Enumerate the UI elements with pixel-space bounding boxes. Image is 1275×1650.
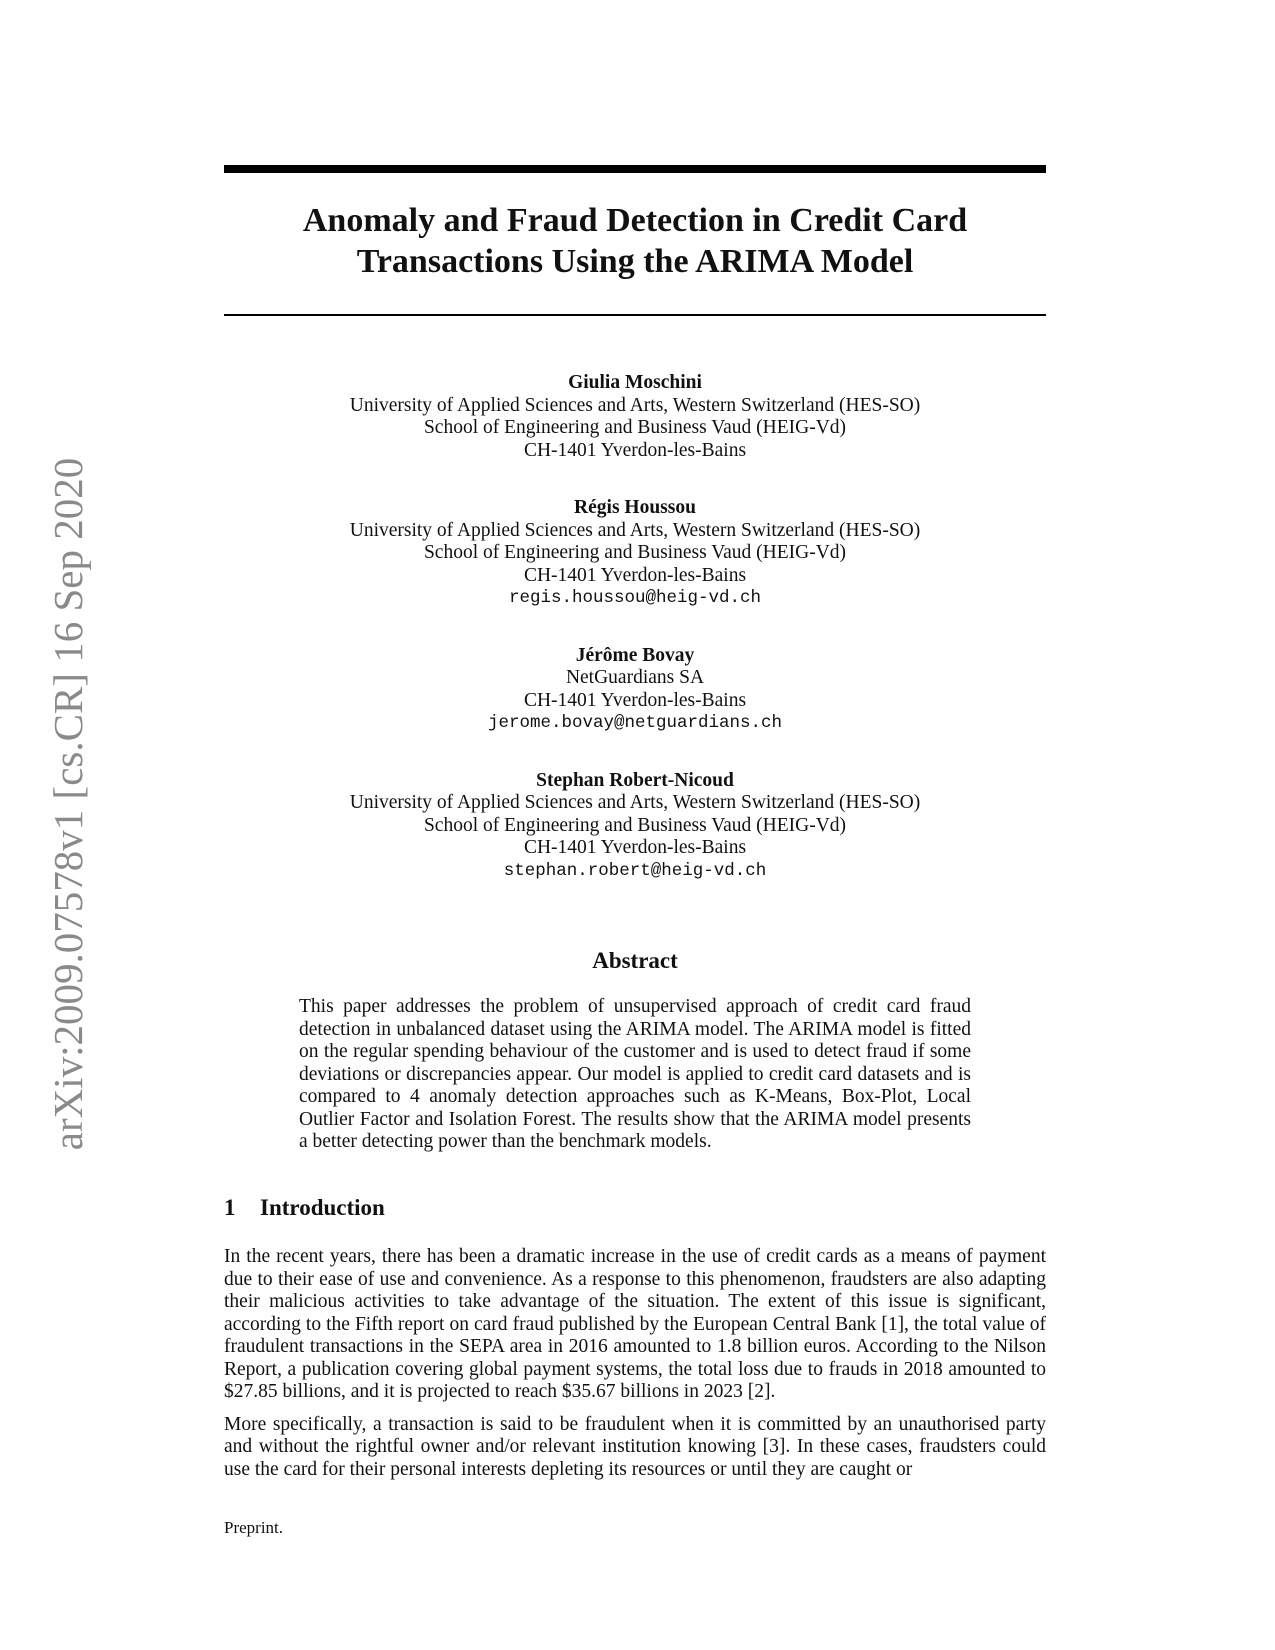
affiliation-line: CH-1401 Yverdon-les-Bains xyxy=(523,837,747,858)
title-line-2: Transactions Using the ARIMA Model xyxy=(356,243,914,280)
author-block xyxy=(224,770,1046,883)
author-name: Giulia Moschini xyxy=(568,372,702,393)
affiliation-line: University of Applied Sciences and Arts, Western Switzerland (HES-SO) xyxy=(349,792,921,813)
section-number: 1 xyxy=(224,1195,236,1220)
affiliation-line: School of Engineering and Business Vaud (HEIG-Vd) xyxy=(423,417,847,438)
title-top-rule xyxy=(224,165,1046,173)
affiliation-line: University of Applied Sciences and Arts, Western Switzerland (HES-SO) xyxy=(349,519,921,541)
author-block xyxy=(224,372,1046,462)
affiliation-line: University of Applied Sciences and Arts, Western Switzerland (HES-SO) xyxy=(349,394,921,416)
introduction-body xyxy=(224,1246,1046,1491)
footer-note: Preprint. xyxy=(224,1518,284,1537)
arxiv-identifier-stamp: arXiv:2009.07578v1 [cs.CR] 16 Sep 2020 xyxy=(45,457,91,1151)
author-email[interactable]: jerome.bovay@netguardians.ch xyxy=(487,713,783,733)
section-title: Introduction xyxy=(260,1195,385,1220)
author-email[interactable]: regis.houssou@heig-vd.ch xyxy=(508,588,762,608)
affiliation-line: CH-1401 Yverdon-les-Bains xyxy=(523,689,747,711)
abstract-heading: Abstract xyxy=(592,948,678,973)
author-email[interactable]: stephan.robert@heig-vd.ch xyxy=(503,860,767,881)
affiliation-line: NetGuardians SA xyxy=(565,667,705,688)
title-line-1: Anomaly and Fraud Detection in Credit Card xyxy=(302,202,968,239)
section-heading xyxy=(224,1195,385,1221)
affiliation-line: School of Engineering and Business Vaud (HEIG-Vd) xyxy=(423,542,847,563)
author-name: Régis Houssou xyxy=(574,497,696,518)
paper-title xyxy=(224,200,1046,282)
abstract-text: This paper addresses the problem of unsupervised approach of credit card fraud detection in unbalanced dataset using the ARIMA model. The ARIMA model is fitted on the regular spending behaviour of the customer and is used to detect fraud if some deviations or discrepancies appear. Our model is applied to credit card datasets and is compared to 4 anomaly detection approaches such as K-Means, Box-Plot, Local Outlier Factor and Isolation Forest. The results show that the ARIMA model presents a better detecting power than the benchmark models. xyxy=(299,996,971,1152)
affiliation-line: School of Engineering and Business Vaud (HEIG-Vd) xyxy=(423,814,847,836)
author-name: Stephan Robert-Nicoud xyxy=(536,769,734,791)
author-name: Jérôme Bovay xyxy=(575,644,695,666)
affiliation-line: CH-1401 Yverdon-les-Bains xyxy=(523,564,747,586)
title-bottom-rule xyxy=(224,314,1046,316)
author-block xyxy=(224,497,1046,610)
body-paragraph: In the recent years, there has been a dramatic increase in the use of credit cards as a means of payment due to their ease of use and convenience. As a response to this phenomenon, fraudsters are also adapting their malicious activities to take advantage of the situation. The extent of this issue is significant, according to the Fifth report on card fraud published by the European Central Bank [1], the total value of fraudulent transactions in the SEPA area in 2016 amounted to 1.8 billion euros. According to the Nilson Report, a publication covering global payment systems, the total loss due to frauds in 2018 amounted to $27.85 billions, and it is projected to reach $35.67 billions in 2023 [2]. xyxy=(224,1246,1046,1402)
affiliation-line: CH-1401 Yverdon-les-Bains xyxy=(523,439,747,461)
body-paragraph: More specifically, a transaction is said to be fraudulent when it is committed by an unauthorised party and without the rightful owner and/or relevant institution knowing [3]. In these cases, fraudsters could use the card for their personal interests depleting its resources or until they are caught or xyxy=(224,1413,1046,1480)
author-block xyxy=(224,645,1046,735)
author-list xyxy=(224,372,1046,917)
